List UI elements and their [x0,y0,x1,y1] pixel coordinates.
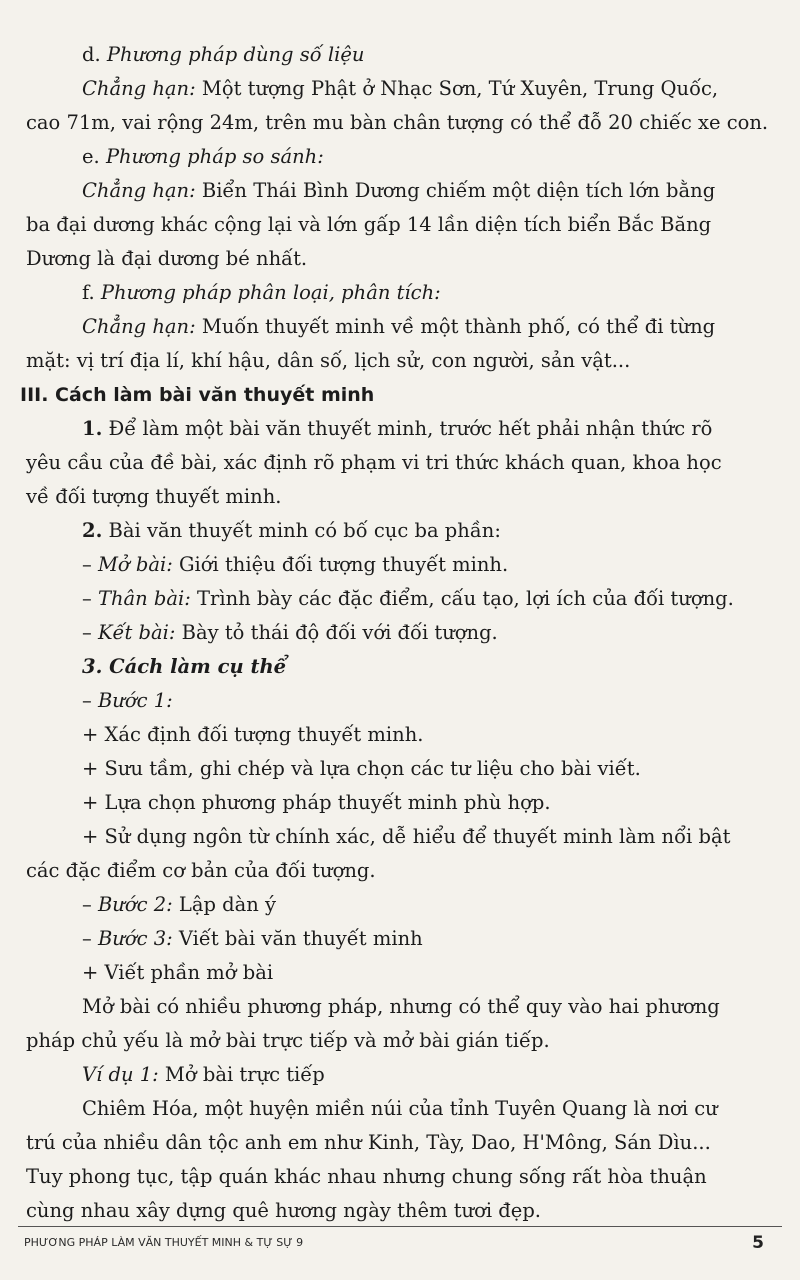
section-f-example-cont: mặt: vị trí địa lí, khí hậu, dân số, lịch sử, con người, sản vật... [26,349,631,372]
footer-divider [18,1226,782,1227]
mo-bai-item: – Mở bài: Giới thiệu đối tượng thuyết minh. [82,553,509,576]
point-1-cont: yêu cầu của đề bài, xác định rõ phạm vi tri thức khách quan, khoa học [26,451,722,474]
step-1: – Bước 1: [82,689,173,712]
example-label: Chẳng hạn: [82,77,196,100]
than-bai-item: – Thân bài: Trình bày các đặc điểm, cấu tạo, lợi ích của đối tượng. [82,587,734,610]
point-2: 2. Bài văn thuyết minh có bố cục ba phần: [82,519,501,542]
intro-paragraph-cont: pháp chủ yếu là mở bài trực tiếp và mở bài gián tiếp. [26,1029,550,1052]
example-1-text-cont: Tuy phong tục, tập quán khác nhau nhưng chung sống rất hòa thuận [26,1165,707,1188]
example-1-text-cont: cùng nhau xây dựng quê hương ngày thêm tươi đẹp. [26,1199,541,1222]
page-body [20,38,769,1228]
step-3: – Bước 3: Viết bài văn thuyết minh [82,927,423,950]
section-e-example: Chẳng hạn: Biển Thái Bình Dương chiếm một diện tích lớn bằng [82,179,716,202]
step-1-item: + Xác định đối tượng thuyết minh. [82,723,424,746]
section-e-heading: e. Phương pháp so sánh: [82,145,324,168]
section-d-example-cont: cao 71m, vai rộng 24m, trên mu bàn chân tượng có thể đỗ 20 chiếc xe con. [26,111,769,134]
example-label: Chẳng hạn: [82,315,196,338]
point-1-cont: về đối tượng thuyết minh. [26,485,282,508]
step-3-item: + Viết phần mở bài [82,961,274,984]
example-label: Chẳng hạn: [82,179,196,202]
example-1-heading: Ví dụ 1: Mở bài trực tiếp [82,1063,325,1086]
point-1: 1. Để làm một bài văn thuyết minh, trước hết phải nhận thức rõ [82,417,713,440]
section-e-example-cont: Dương là đại dương bé nhất. [26,247,308,270]
section-3-heading: III. Cách làm bài văn thuyết minh [20,384,375,406]
section-e-title: Phương pháp so sánh: [105,145,324,168]
intro-paragraph: Mở bài có nhiều phương pháp, nhưng có thể quy vào hai phương [82,995,720,1018]
section-d-title: Phương pháp dùng số liệu [106,43,365,66]
section-f-heading: f. Phương pháp phân loại, phân tích: [82,281,441,304]
page-number: 5 [752,1233,764,1253]
section-d-heading: d. Phương pháp dùng số liệu [82,43,365,66]
section-f-example: Chẳng hạn: Muốn thuyết minh về một thành phố, có thể đi từng [82,315,716,338]
point-3-title: 3. Cách làm cụ thể [82,655,287,678]
running-footer: PHƯƠNG PHÁP LÀM VĂN THUYẾT MINH & TỰ SỰ 9 [24,1236,304,1249]
step-1-item: + Lựa chọn phương pháp thuyết minh phù hợp. [82,791,551,814]
section-f-title: Phương pháp phân loại, phân tích: [100,281,441,304]
step-1-item: + Sử dụng ngôn từ chính xác, dễ hiểu để thuyết minh làm nổi bật [82,825,731,848]
section-d-example: Chẳng hạn: Một tượng Phật ở Nhạc Sơn, Tứ Xuyên, Trung Quốc, [82,77,719,100]
section-e-example-cont: ba đại dương khác cộng lại và lớn gấp 14 lần diện tích biển Bắc Băng [26,213,712,236]
example-1-text: Chiêm Hóa, một huyện miền núi của tỉnh Tuyên Quang là nơi cư [82,1097,718,1120]
step-1-item: + Sưu tầm, ghi chép và lựa chọn các tư liệu cho bài viết. [82,757,641,780]
example-1-text-cont: trú của nhiều dân tộc anh em như Kinh, Tày, Dao, H'Mông, Sán Dìu... [26,1131,711,1154]
ket-bai-item: – Kết bài: Bày tỏ thái độ đối với đối tượng. [82,621,498,644]
step-1-item-cont: các đặc điểm cơ bản của đối tượng. [26,859,376,882]
step-2: – Bước 2: Lập dàn ý [82,893,277,916]
